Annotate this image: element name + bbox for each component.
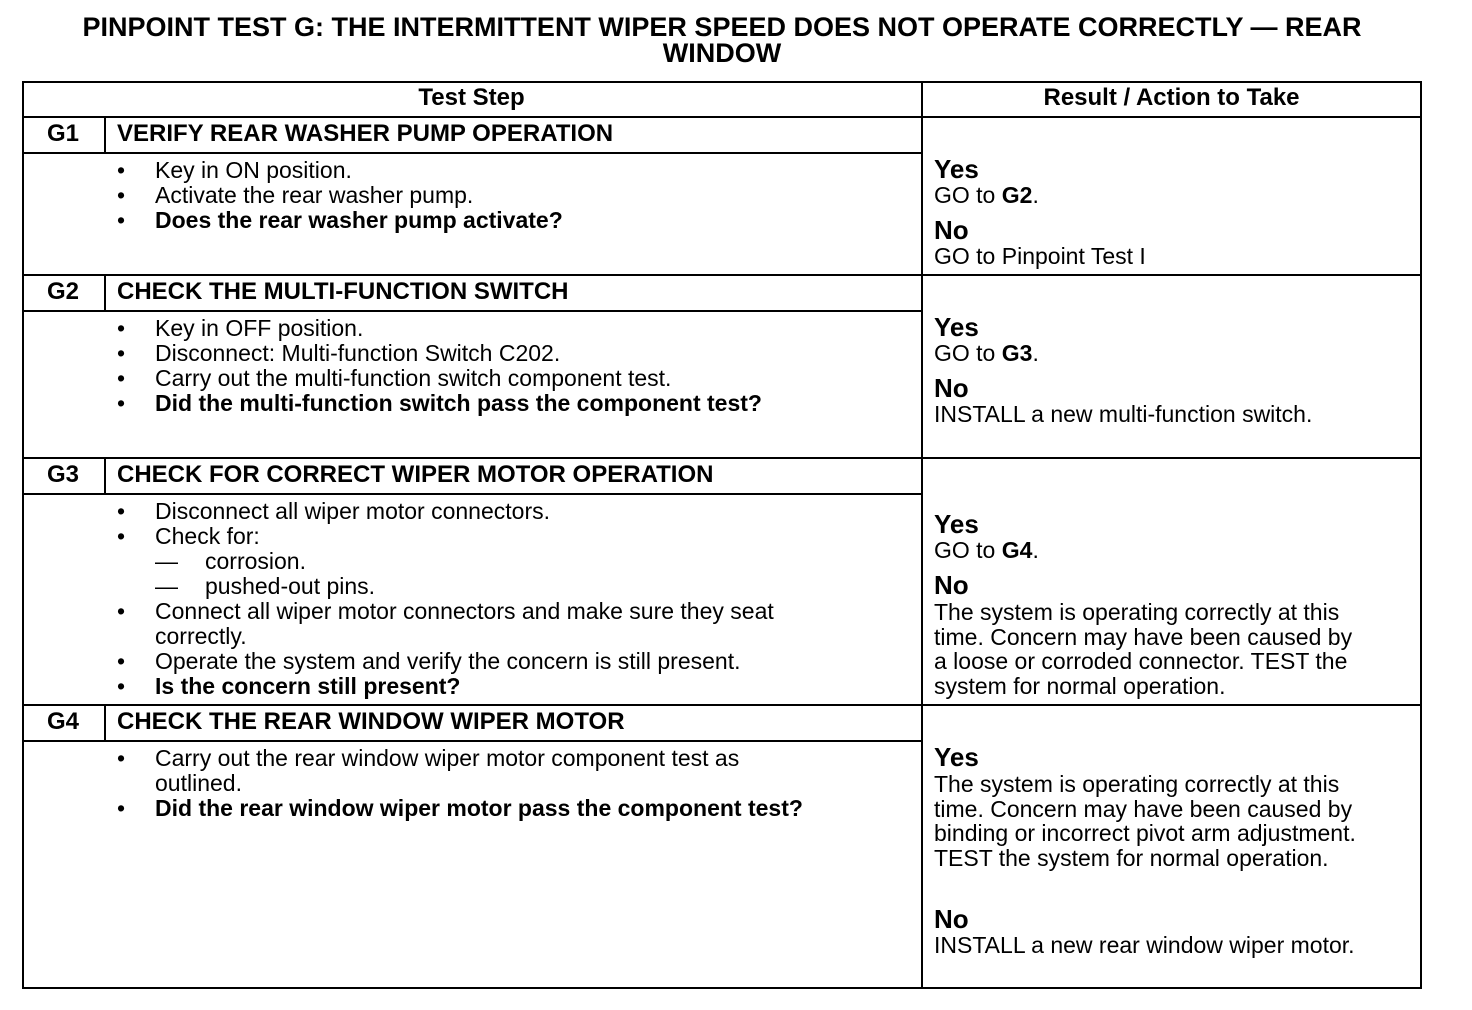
bullet-icon: • — [117, 390, 126, 416]
step-subline-text: pushed-out pins. — [205, 573, 376, 599]
yes-action: GO to G2. — [934, 182, 1039, 208]
dash-icon: — — [155, 573, 178, 599]
bullet-icon: • — [117, 182, 126, 208]
no-label: No — [934, 570, 969, 600]
step-question-text: Does the rear washer pump activate? — [155, 207, 563, 233]
no-action-line: time. Concern may have been caused by — [934, 624, 1353, 650]
step-id-g2: G2 — [46, 278, 79, 305]
step-ref: G4 — [1001, 537, 1033, 563]
no-action: GO to Pinpoint Test I — [934, 243, 1146, 269]
step-line-text: Check for: — [155, 523, 260, 549]
step-question-text: Is the concern still present? — [155, 673, 461, 699]
bullet-icon: • — [117, 207, 126, 233]
step-title-g2: CHECK THE MULTI-FUNCTION SWITCH — [117, 278, 569, 305]
bullet-icon: • — [117, 598, 126, 624]
step-line-text: Connect all wiper motor connectors and make sure they seat — [155, 598, 774, 624]
step-title-g4: CHECK THE REAR WINDOW WIPER MOTOR — [117, 708, 625, 735]
yes-action: GO to G3. — [934, 340, 1039, 366]
yes-label: Yes — [934, 154, 979, 184]
step-line-text: Carry out the multi-function switch component test. — [155, 365, 672, 391]
no-action: INSTALL a new multi-function switch. — [934, 401, 1313, 427]
step-title-rule — [22, 310, 922, 312]
no-label: No — [934, 215, 969, 245]
step-ref: G3 — [1001, 340, 1033, 366]
step-line-text: outlined. — [155, 770, 242, 796]
step-title-g1: VERIFY REAR WASHER PUMP OPERATION — [117, 120, 614, 147]
step-question-text: Did the multi-function switch pass the component test? — [155, 390, 762, 416]
step-subline-text: corrosion. — [205, 548, 306, 574]
bullet-icon: • — [117, 498, 126, 524]
bullet-icon: • — [117, 795, 126, 821]
yes-action: GO to G4. — [934, 537, 1039, 563]
yes-action-line: TEST the system for normal operation. — [934, 845, 1329, 871]
bullet-icon: • — [117, 157, 126, 183]
yes-action-line: binding or incorrect pivot arm adjustment. — [934, 820, 1356, 846]
step-title-g3: CHECK FOR CORRECT WIPER MOTOR OPERATION — [117, 461, 714, 488]
title-line-2: WINDOW — [662, 38, 782, 68]
bullet-icon: • — [117, 523, 126, 549]
bullet-icon: • — [117, 648, 126, 674]
step-line-text: Operate the system and verify the concern is still present. — [155, 648, 741, 674]
yes-action-line: The system is operating correctly at this — [934, 771, 1340, 797]
title-line-1: PINPOINT TEST G: THE INTERMITTENT WIPER SPEED DOES NOT OPERATE CORRECTLY — REAR — [82, 12, 1362, 42]
bullet-icon: • — [117, 745, 126, 771]
yes-label: Yes — [934, 742, 979, 772]
step-id-g3: G3 — [46, 461, 79, 488]
step-title-rule — [22, 740, 922, 742]
step-line-text: correctly. — [155, 623, 247, 649]
yes-label: Yes — [934, 509, 979, 539]
step-line-text: Activate the rear washer pump. — [155, 182, 474, 208]
step-line-text: Key in OFF position. — [155, 315, 364, 341]
header-result: Result / Action to Take — [1043, 84, 1300, 111]
step-id-g4: G4 — [46, 708, 79, 735]
step-title-rule — [22, 493, 922, 495]
header-test-step: Test Step — [418, 84, 525, 111]
bullet-icon: • — [117, 365, 126, 391]
step-line-text: Carry out the rear window wiper motor component test as — [155, 745, 740, 771]
no-action-line: The system is operating correctly at this — [934, 599, 1340, 625]
no-label: No — [934, 373, 969, 403]
page-title — [22, 14, 1422, 66]
step-question-text: Did the rear window wiper motor pass the component test? — [155, 795, 803, 821]
no-label: No — [934, 904, 969, 934]
step-line-text: Key in ON position. — [155, 157, 352, 183]
no-action-line: system for normal operation. — [934, 673, 1226, 699]
step-ref: G2 — [1001, 182, 1033, 208]
bullet-icon: • — [117, 315, 126, 341]
no-action-line: a loose or corroded connector. TEST the — [934, 648, 1348, 674]
no-action: INSTALL a new rear window wiper motor. — [934, 932, 1355, 958]
step-id-g1: G1 — [46, 120, 79, 147]
yes-action-line: time. Concern may have been caused by — [934, 796, 1353, 822]
bullet-icon: • — [117, 673, 126, 699]
column-divider — [921, 81, 923, 989]
step-line-text: Disconnect: Multi-function Switch C202. — [155, 340, 561, 366]
step-line-text: Disconnect all wiper motor connectors. — [155, 498, 550, 524]
yes-label: Yes — [934, 312, 979, 342]
bullet-icon: • — [117, 340, 126, 366]
dash-icon: — — [155, 548, 178, 574]
step-title-rule — [22, 152, 922, 154]
